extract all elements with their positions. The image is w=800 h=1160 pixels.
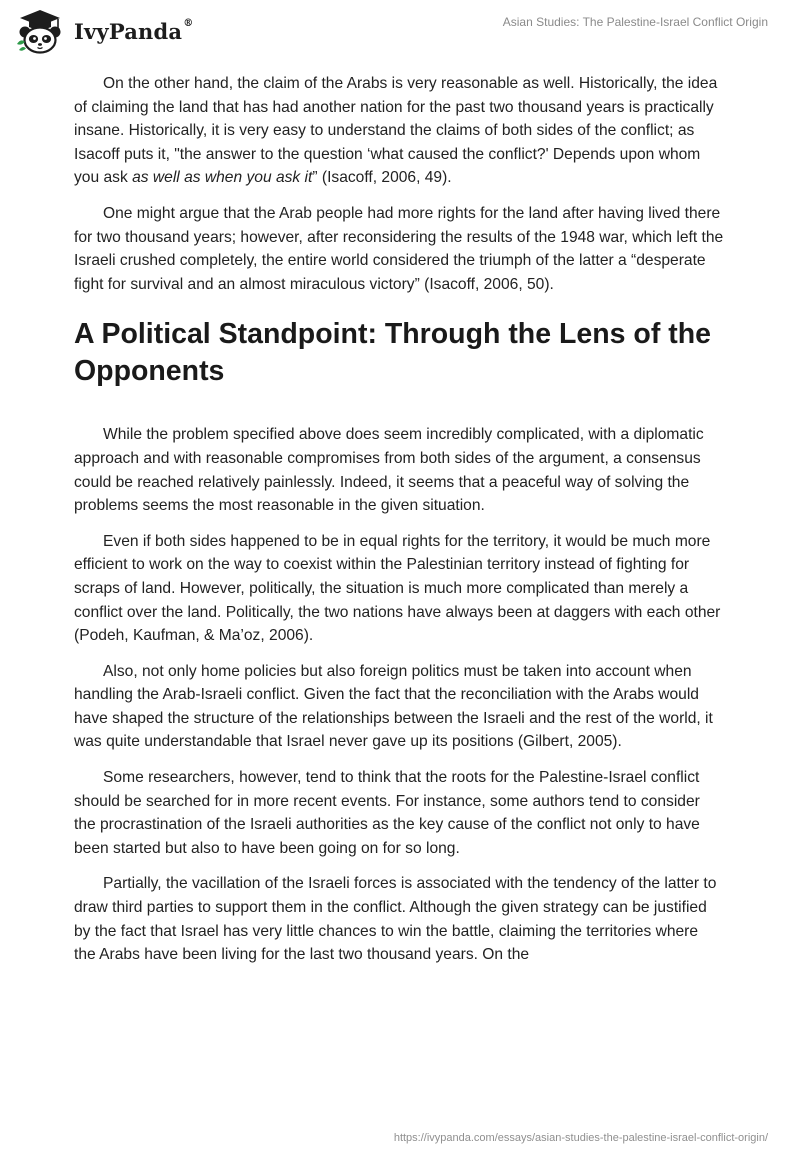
panda-logo-icon — [14, 8, 66, 54]
paragraph: Also, not only home policies but also foreign politics must be taken into account when handling the Arab-Israeli conflict. Given the fact that the reconciliation with the Arabs would have shaped the structure of the relationships between the Israeli and the rest of the world, it was quite understandable that Israel never gave up its positions (Gilbert, 2005). — [74, 662, 713, 751]
registered-mark: ® — [183, 17, 194, 29]
paragraph-text-tail: ” (Isacoff, 2006, 49). — [312, 169, 452, 187]
paragraph: Even if both sides happened to be in equal rights for the territory, it would be much more efficient to work on the way to coexist within the Palestinian territory instead of fighting for scraps of land. However, politically, the situation is much more complicated than merely a conflict over the land. Politically, the two nations have always been at daggers with each other (Podeh, Kaufman, & Ma’oz, 2006). — [74, 532, 721, 645]
page-header — [0, 0, 800, 60]
footer-url[interactable]: https://ivypanda.com/essays/asian-studies-the-palestine-israel-conflict-origin/ — [393, 1132, 768, 1144]
section-heading: A Political Standpoint: Through the Lens of the Opponents — [74, 318, 711, 388]
paragraph — [74, 72, 724, 190]
paragraph-text: On the other hand, the claim of the Arabs is very reasonable as well. Historically, the idea of claiming the land that has had another nation for the past two thousand years is practically insane. Historically, it is very easy to understand the claims of both sides of the conflict; as Isacoff puts it, "the answer to the question ‘what caused the conflict?' Depends upon whom you ask — [74, 75, 718, 187]
paragraph: While the problem specified above does seem incredibly complicated, with a diplomatic approach and with reasonable compromises from both sides of the argument, a consensus could be reached relatively painlessly. Indeed, it seems that a peaceful way of solving the problems seems the most reasonable in the given situation. — [74, 426, 704, 515]
ivypanda-logo[interactable] — [14, 8, 193, 54]
paragraph: One might argue that the Arab people had more rights for the land after having lived there for two thousand years; however, after reconsidering the results of the 1948 war, which left the Israeli crushed completely, the entire world considered the triumph of the latter a “desperate fight for survival and an almost miraculous victory” (Isacoff, 2006, 50). — [74, 204, 724, 293]
paragraph-emphasis: as well as when you ask it — [132, 169, 313, 187]
brand-name: IvyPanda — [74, 18, 183, 44]
paragraph: Some researchers, however, tend to think that the roots for the Palestine-Israel conflict should be searched for in more recent events. For instance, some authors tend to consider the procrastination of the Israeli authorities as the key cause of the conflict not only to have been started but also to have been going on for so long. — [74, 769, 700, 857]
essay-body — [74, 72, 724, 979]
paragraph: Partially, the vacillation of the Israeli forces is associated with the tendency of the latter to draw third parties to support them in the conflict. Although the given strategy can be justified by the fact that Israel has very little chances to win the battle, claiming the territories where the Arabs have been living for the last two thousand years. On the — [74, 875, 717, 964]
logo-wordmark — [74, 17, 194, 44]
document-title: Asian Studies: The Palestine-Israel Conflict Origin — [502, 15, 768, 29]
